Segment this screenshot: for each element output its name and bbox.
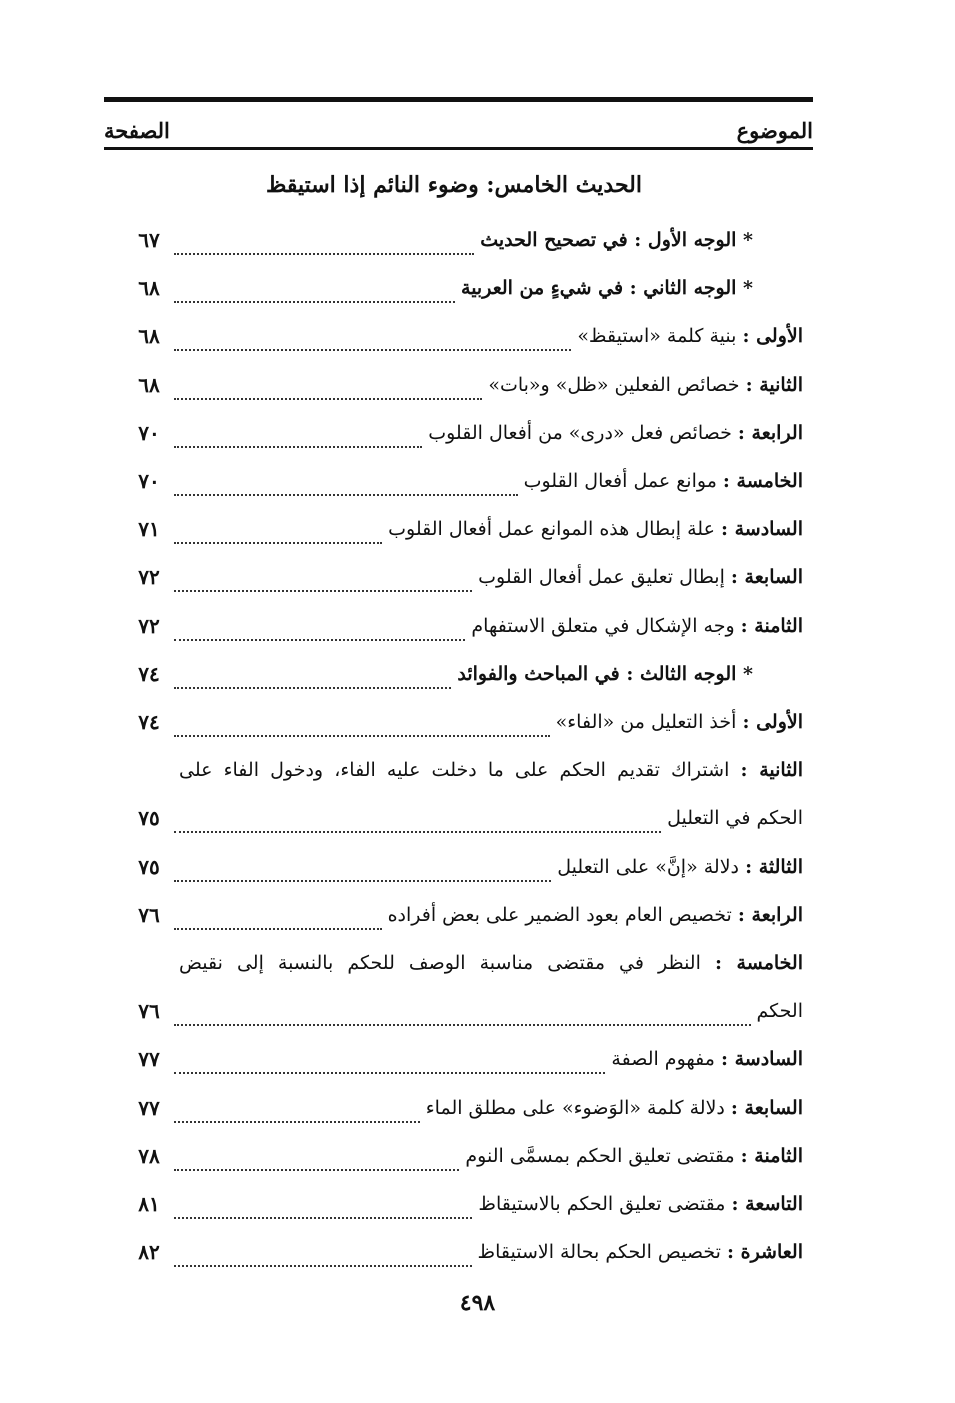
toc-entry-lead: الأولى : bbox=[742, 711, 803, 733]
toc-entry-text bbox=[179, 952, 803, 974]
toc-entry-lead: السابعة : bbox=[730, 566, 803, 589]
toc-entry-text bbox=[457, 663, 753, 685]
toc-entry bbox=[124, 1132, 803, 1180]
toc-entry bbox=[124, 264, 803, 312]
toc-entry-title: في تصحيح الحديث bbox=[480, 229, 628, 251]
toc-entry-title: في المباحث والفوائد bbox=[457, 662, 620, 685]
toc-entry-text bbox=[388, 518, 803, 540]
toc-entry-lead: الأولى : bbox=[742, 325, 803, 348]
dot-leader bbox=[174, 667, 451, 689]
toc-entry-text bbox=[557, 856, 803, 878]
topic-column-label: الموضوع bbox=[736, 117, 813, 143]
toc-page-number: ٦٨ bbox=[138, 324, 160, 349]
dot-leader bbox=[174, 1101, 420, 1123]
dot-leader bbox=[174, 715, 550, 737]
toc-entry-lead: التاسعة : bbox=[731, 1193, 803, 1215]
toc-page-number: ٦٨ bbox=[138, 372, 160, 397]
toc-entry bbox=[124, 312, 803, 360]
toc-entry-title: الحكم bbox=[756, 1000, 803, 1023]
toc-entry-text bbox=[179, 759, 803, 781]
toc-entry-text bbox=[426, 1097, 803, 1119]
toc-entry-title: مقتضى تعليق الحكم بالاستيقاظ bbox=[478, 1193, 726, 1215]
toc-entry bbox=[124, 746, 803, 794]
toc-entry-text bbox=[478, 566, 803, 588]
toc-entry bbox=[124, 987, 803, 1035]
dot-leader bbox=[174, 474, 518, 496]
toc-entry-lead: السادسة : bbox=[720, 1048, 803, 1071]
dot-leader bbox=[174, 570, 472, 592]
toc-entry-text bbox=[757, 1000, 803, 1022]
toc-entry-text bbox=[577, 325, 803, 347]
toc-entry-text bbox=[461, 277, 753, 299]
toc-entry-text bbox=[478, 1241, 803, 1263]
toc-entry-title: دلالة كلمة «الوَضوء» على مطلق الماء bbox=[425, 1096, 725, 1119]
toc-entry-title: في شيءٍ من العربية bbox=[461, 277, 624, 300]
toc-entry bbox=[124, 1084, 803, 1132]
toc-page-number: ٧٤ bbox=[138, 710, 160, 734]
toc-page-number: ٧٧ bbox=[138, 1047, 160, 1072]
toc-entry bbox=[124, 698, 803, 746]
toc-entry bbox=[124, 1228, 803, 1276]
toc-entry-lead: الرابعة : bbox=[737, 903, 803, 926]
dot-leader bbox=[174, 860, 551, 882]
table-header bbox=[104, 112, 813, 148]
dot-leader bbox=[174, 378, 482, 400]
toc-entry-title: الحكم في التعليل bbox=[667, 807, 803, 830]
dot-leader bbox=[174, 329, 571, 351]
toc-entry bbox=[124, 457, 803, 505]
dot-leader bbox=[174, 908, 382, 930]
toc-entry-title: أخذ التعليل من «الفاء» bbox=[555, 711, 737, 733]
toc-page-number: ٧٥ bbox=[138, 806, 160, 831]
toc-entry bbox=[124, 409, 803, 457]
toc-entry-lead: السابعة : bbox=[730, 1096, 803, 1119]
toc-page-number: ٧٤ bbox=[138, 661, 160, 686]
toc-entry bbox=[124, 1180, 803, 1228]
toc-entry-title: مفهوم الصفة bbox=[611, 1048, 715, 1071]
toc-entry-title: تخصيص الحكم بحالة الاستيقاظ bbox=[477, 1241, 721, 1264]
dot-leader bbox=[174, 426, 422, 448]
toc-entry-lead: * الوجه الأول : bbox=[634, 229, 753, 251]
toc-entry-title: وجه الإشكال في متعلق الاستفهام bbox=[471, 614, 735, 637]
toc-entry-lead: الرابعة : bbox=[737, 421, 803, 444]
toc-entry-lead: الخامسة : bbox=[714, 952, 803, 974]
toc-entry-title: دلالة «إنَّ» على التعليل bbox=[557, 855, 740, 878]
toc-entry-lead: الخامسة : bbox=[722, 470, 803, 492]
toc-page-number: ٧٠ bbox=[138, 469, 160, 493]
toc-page-number: ٦٨ bbox=[138, 276, 160, 301]
toc-entry bbox=[124, 553, 803, 601]
toc-page-number: ٨١ bbox=[138, 1192, 160, 1216]
toc-entry-title: خصائص فعل «درى» من أفعال القلوب bbox=[428, 421, 732, 444]
dot-leader bbox=[174, 522, 382, 544]
dot-leader bbox=[174, 1149, 459, 1171]
toc-entry-lead: الثالثة : bbox=[745, 855, 803, 878]
header-top-rule bbox=[104, 97, 813, 102]
toc-entry-text bbox=[478, 1193, 803, 1215]
dot-leader bbox=[174, 1245, 472, 1267]
toc-entry bbox=[124, 650, 803, 698]
toc-entry-lead: الثامنة : bbox=[740, 1144, 803, 1167]
toc-entry-title: تخصيص العام بعود الضمير على بعض أفراده bbox=[387, 903, 732, 926]
toc-entry-text bbox=[556, 711, 803, 733]
toc-entry-text bbox=[611, 1048, 803, 1070]
section-title: الحديث الخامس: وضوء النائم إذا استيقظ bbox=[265, 172, 642, 198]
toc-entry bbox=[124, 602, 803, 650]
toc-entry bbox=[124, 891, 803, 939]
toc-entry-title: خصائص الفعلين «ظل» و«بات» bbox=[488, 373, 740, 396]
toc-page-number: ٧٥ bbox=[138, 854, 160, 879]
dot-leader bbox=[174, 281, 455, 303]
toc-entry-text bbox=[471, 615, 803, 637]
toc-entry bbox=[124, 216, 803, 264]
toc-entry-title: اشتراك تقديم الحكم على ما دخلت عليه الفاء، ودخول الفاء على bbox=[179, 759, 730, 782]
toc-page-number: ٧٢ bbox=[138, 565, 160, 590]
toc-page-number: ٨٢ bbox=[138, 1240, 160, 1265]
dot-leader bbox=[174, 233, 474, 255]
toc-entry-lead: السادسة : bbox=[720, 518, 803, 541]
toc-entry-lead: الثانية : bbox=[740, 759, 803, 782]
toc-entry-title: علة إبطال هذه الموانع عمل أفعال القلوب bbox=[388, 518, 715, 541]
dot-leader bbox=[174, 619, 465, 641]
toc-entry-text bbox=[667, 807, 803, 829]
toc-page-number: ٧١ bbox=[138, 517, 160, 542]
toc-entry-lead: العاشرة : bbox=[726, 1241, 803, 1264]
toc-entry-title: بنية كلمة «استيقظ» bbox=[577, 325, 737, 348]
toc-entry-text bbox=[465, 1145, 803, 1167]
toc-entry bbox=[124, 505, 803, 553]
toc-page-number: ٧٦ bbox=[138, 902, 160, 927]
toc-entry-title: إبطال تعليق عمل أفعال القلوب bbox=[478, 566, 725, 589]
page-column-label: الصفحة bbox=[104, 117, 170, 143]
toc-entry bbox=[124, 794, 803, 842]
toc-page-number: ٧٧ bbox=[138, 1095, 160, 1120]
toc-page-number: ٧٢ bbox=[138, 613, 160, 638]
toc-entry-lead: * الوجه الثالث : bbox=[626, 662, 753, 685]
toc-entry-text bbox=[428, 422, 803, 444]
toc-entry bbox=[124, 939, 803, 987]
toc-entry-text bbox=[388, 904, 803, 926]
dot-leader bbox=[174, 1197, 472, 1219]
toc-entry bbox=[124, 1035, 803, 1083]
toc-entry-lead: الثانية : bbox=[745, 373, 803, 396]
dot-leader bbox=[174, 811, 661, 833]
toc-page-number: ٧٦ bbox=[138, 999, 160, 1024]
page-number: ٤٩٨ bbox=[459, 1290, 496, 1316]
toc-entry-lead: * الوجه الثاني : bbox=[629, 277, 753, 300]
toc-entry-title: النظر في مقتضى مناسبة الوصف للحكم بالنسبة إلى نقيض bbox=[179, 952, 701, 974]
toc-entry-title: مقتضى تعليق الحكم بمسمَّى النوم bbox=[465, 1144, 735, 1167]
toc-entry bbox=[124, 361, 803, 409]
toc-entry-text bbox=[488, 374, 803, 396]
header-bottom-rule bbox=[104, 147, 813, 150]
toc-entry-title: موانع عمل أفعال القلوب bbox=[523, 470, 717, 492]
toc-entry-text bbox=[480, 229, 753, 251]
toc-entry-text bbox=[524, 470, 803, 492]
toc-page-number: ٧٠ bbox=[138, 420, 160, 445]
toc-entry bbox=[124, 843, 803, 891]
toc-entry-lead: الثامنة : bbox=[740, 614, 803, 637]
dot-leader bbox=[174, 1052, 605, 1074]
dot-leader bbox=[174, 1004, 751, 1026]
toc-page-number: ٧٨ bbox=[138, 1143, 160, 1168]
toc-page-number: ٦٧ bbox=[138, 228, 160, 252]
